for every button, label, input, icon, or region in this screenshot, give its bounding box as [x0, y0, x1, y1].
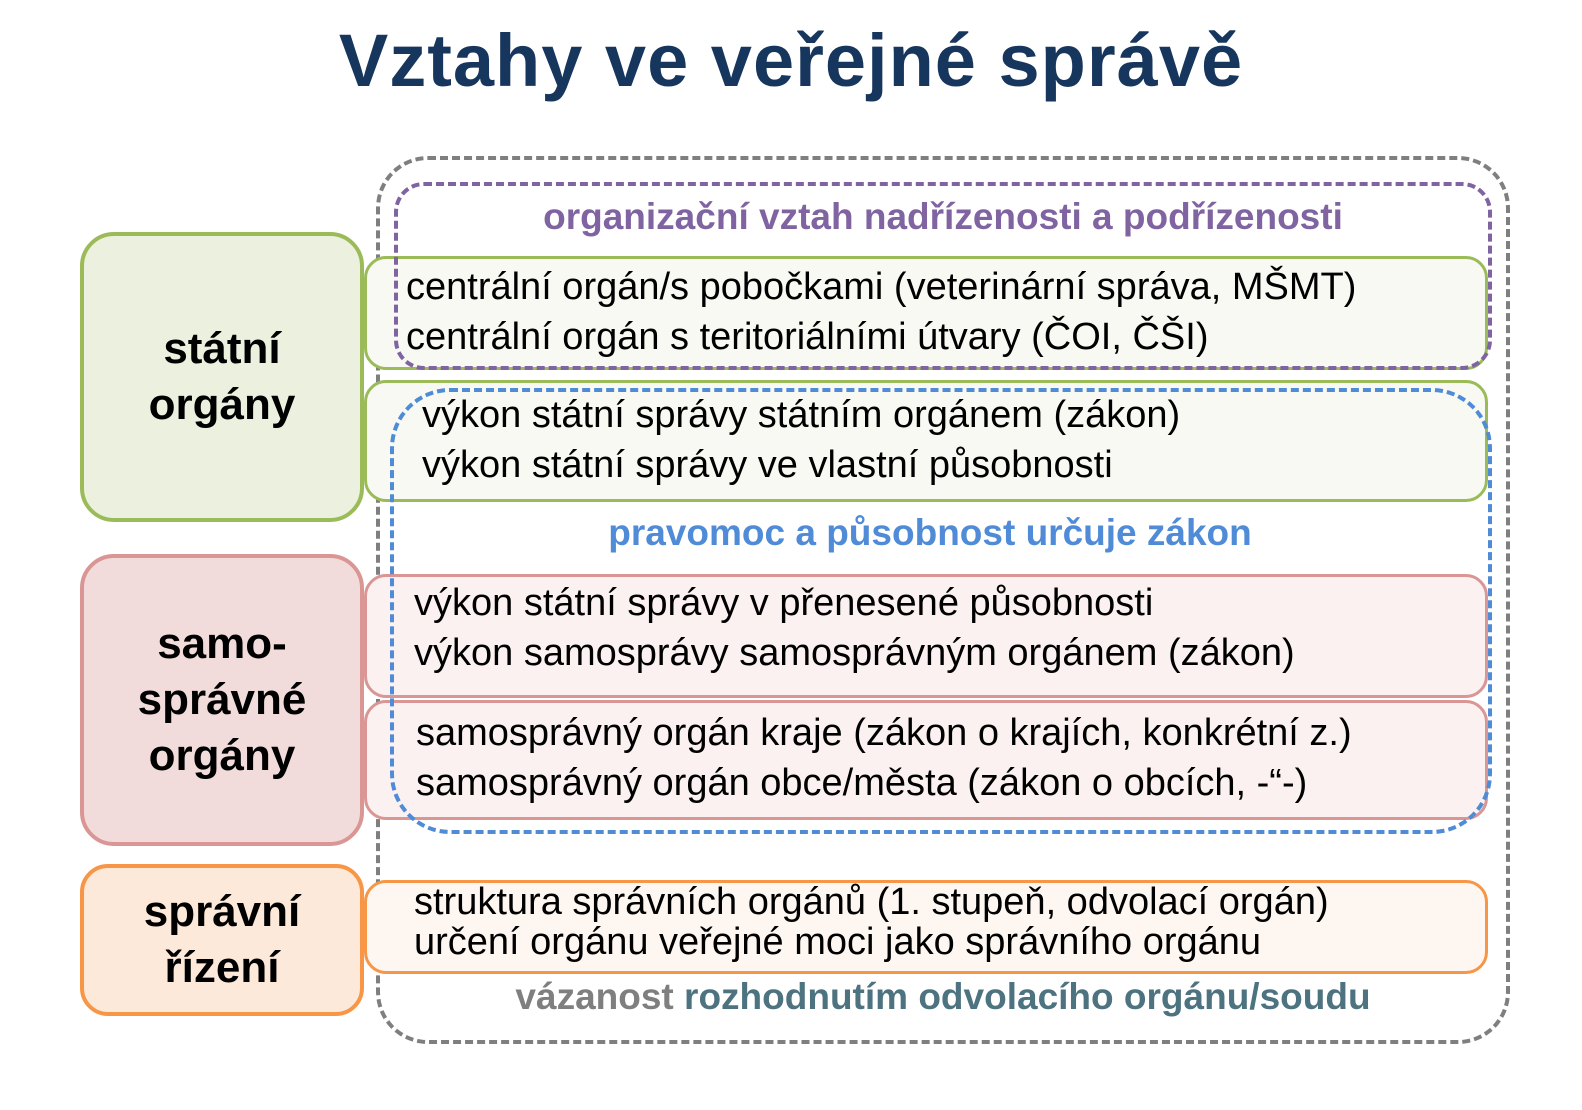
box-line: samosprávný orgán kraje (zákon o krajích, konkrétní z.)	[416, 712, 1352, 754]
category-admin-procedure	[80, 864, 364, 1016]
box-line: výkon státní správy státním orgánem (zákon)	[422, 394, 1181, 436]
page-title: Vztahy ve veřejné správě	[338, 19, 1244, 102]
box-line: určení orgánu veřejné moci jako správního orgánu	[414, 921, 1262, 963]
box-line: výkon samosprávy samosprávným orgánem (zákon)	[414, 632, 1295, 674]
category-selfgov-label: samo- správné orgány	[137, 619, 307, 780]
box-line: samosprávný orgán obce/města (zákon o obcích, -“-)	[416, 762, 1308, 804]
box-line: centrální orgán/s pobočkami (veterinární správa, MŠMT)	[406, 266, 1357, 308]
box-line: výkon státní správy v přenesené působnosti	[414, 582, 1154, 624]
organizational-heading: organizační vztah nadřízenosti a podřízenosti	[543, 196, 1343, 237]
category-state-bodies	[80, 232, 364, 522]
box-line: struktura správních orgánů (1. stupeň, odvolací orgán)	[414, 881, 1329, 923]
box-line: výkon státní správy ve vlastní působnosti	[422, 444, 1113, 486]
binding-prefix: vázanost	[515, 976, 674, 1017]
category-admin-label: správní řízení	[143, 887, 301, 992]
law-heading: pravomoc a působnost určuje zákon	[608, 512, 1252, 553]
binding-heading	[376, 976, 1510, 1018]
box-line: centrální orgán s teritoriálními útvary (ČOI, ČŠI)	[406, 316, 1209, 358]
category-selfgov-bodies	[80, 554, 364, 846]
binding-rest: rozhodnutím odvolacího orgánu/soudu	[684, 976, 1371, 1017]
category-state-label: státní orgány	[148, 324, 296, 429]
